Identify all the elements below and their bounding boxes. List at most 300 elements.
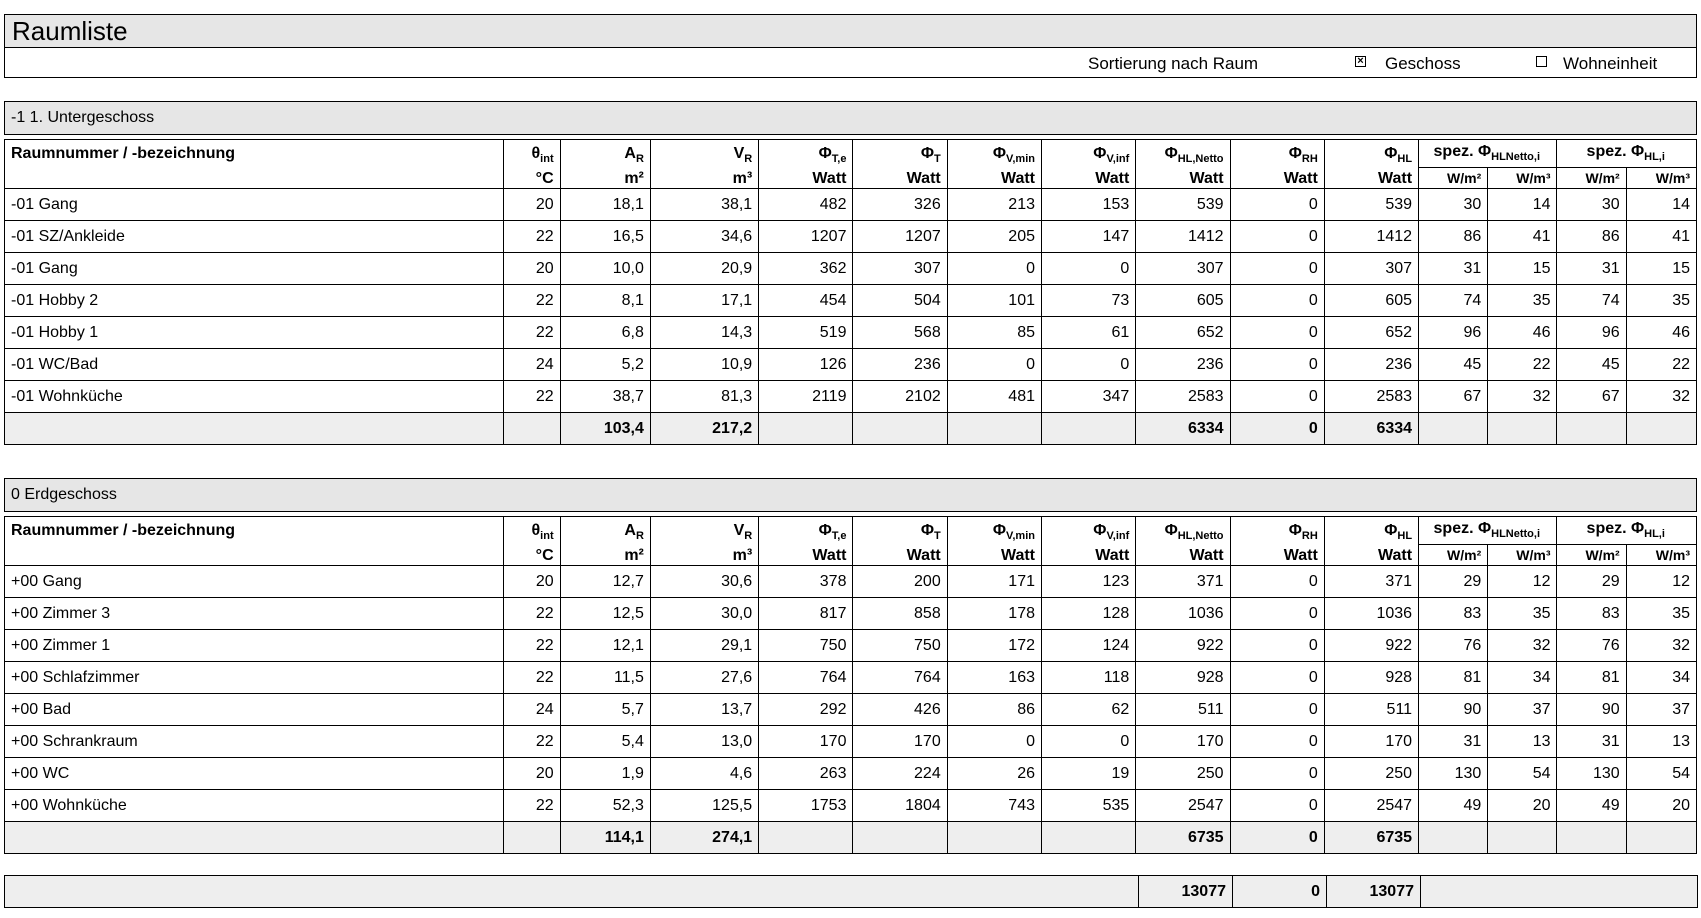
cell: 347 [1042, 381, 1136, 413]
cell: 2119 [759, 381, 853, 413]
cell: 263 [759, 758, 853, 790]
cell: 1804 [853, 790, 947, 822]
cell: 0 [1230, 381, 1324, 413]
grand-total-row [5, 876, 1698, 908]
cell: 178 [947, 598, 1041, 630]
cell: 34 [1626, 662, 1696, 694]
cell: 118 [1042, 662, 1136, 694]
col-header-phi-vinf: $\Phi_{V,inf}$ Watt [1042, 140, 1136, 189]
cell: 46 [1626, 317, 1696, 349]
room-name: +00 Zimmer 1 [5, 630, 504, 662]
cell: 74 [1419, 285, 1488, 317]
cell: 81,3 [650, 381, 758, 413]
room-name: +00 Wohnküche [5, 790, 504, 822]
cell: 22 [504, 285, 560, 317]
cell: 38,1 [650, 189, 758, 221]
sum-blank [759, 822, 853, 854]
cell: 482 [759, 189, 853, 221]
cell: 12 [1488, 566, 1557, 598]
sum-volume: 217,2 [650, 413, 758, 445]
col-header-volume: $V_R$ m³ [650, 517, 758, 566]
cell: 519 [759, 317, 853, 349]
total-rh: 0 [1233, 876, 1327, 908]
checkbox-wohneinheit[interactable] [1536, 56, 1547, 67]
room-name: -01 Gang [5, 253, 504, 285]
room-name: +00 Zimmer 3 [5, 598, 504, 630]
cell: 307 [1324, 253, 1418, 285]
cell: 481 [947, 381, 1041, 413]
sum-blank [759, 413, 853, 445]
cell: 2102 [853, 381, 947, 413]
cell: 20 [504, 253, 560, 285]
sum-blank [1042, 822, 1136, 854]
table-header-row [5, 140, 1697, 168]
section-sum-row [5, 413, 1697, 445]
cell: 170 [759, 726, 853, 758]
total-blank [1421, 876, 1698, 908]
cell: 2547 [1324, 790, 1418, 822]
sum-blank [504, 413, 560, 445]
unit-wm2: W/m² [1557, 545, 1626, 566]
cell: 0 [1230, 694, 1324, 726]
cell: 38,7 [560, 381, 650, 413]
cell: 22 [504, 630, 560, 662]
cell: 22 [1488, 349, 1557, 381]
sum-blank [1419, 822, 1488, 854]
cell: 18,1 [560, 189, 650, 221]
cell: 1036 [1324, 598, 1418, 630]
sum-area: 103,4 [560, 413, 650, 445]
page-title: Raumliste [4, 14, 1697, 48]
cell: 20,9 [650, 253, 758, 285]
table-row [5, 566, 1697, 598]
cell: 34,6 [650, 221, 758, 253]
cell: 5,2 [560, 349, 650, 381]
cell: 96 [1557, 317, 1626, 349]
cell: 605 [1136, 285, 1230, 317]
total-hl: 13077 [1327, 876, 1421, 908]
room-name: -01 Hobby 2 [5, 285, 504, 317]
col-header-phi-te: $\Phi_{T,e}$ Watt [759, 140, 853, 189]
col-header-spez-hlnetto: spez. $\Phi_{HLNetto,i}$ [1419, 517, 1557, 545]
cell: 0 [1230, 758, 1324, 790]
cell: 170 [1324, 726, 1418, 758]
cell: 32 [1488, 381, 1557, 413]
checkbox-wohneinheit-label: Wohneinheit [1563, 54, 1658, 73]
table-row [5, 221, 1697, 253]
sum-blank [504, 822, 560, 854]
cell: 5,7 [560, 694, 650, 726]
sum-volume: 274,1 [650, 822, 758, 854]
cell: 17,1 [650, 285, 758, 317]
cell: 16,5 [560, 221, 650, 253]
cell: 54 [1488, 758, 1557, 790]
cell: 20 [504, 566, 560, 598]
cell: 35 [1626, 285, 1696, 317]
cell: 250 [1136, 758, 1230, 790]
cell: 46 [1488, 317, 1557, 349]
col-header-phi-t: $\Phi_T$ Watt [853, 517, 947, 566]
cell: 31 [1419, 253, 1488, 285]
cell: 326 [853, 189, 947, 221]
table-header-row [5, 517, 1697, 545]
cell: 205 [947, 221, 1041, 253]
cell: 29 [1419, 566, 1488, 598]
cell: 750 [759, 630, 853, 662]
cell: 1412 [1324, 221, 1418, 253]
sum-rh: 0 [1230, 413, 1324, 445]
cell: 32 [1626, 381, 1696, 413]
col-header-phi-hlnetto: $\Phi_{HL,Netto}$ Watt [1136, 140, 1230, 189]
cell: 12,1 [560, 630, 650, 662]
col-header-area: $A_R$ m² [560, 517, 650, 566]
cell: 0 [1230, 726, 1324, 758]
cell: 86 [947, 694, 1041, 726]
col-header-phi-vmin: $\Phi_{V,min}$ Watt [947, 517, 1041, 566]
section-sum-row [5, 822, 1697, 854]
cell: 123 [1042, 566, 1136, 598]
cell: 15 [1488, 253, 1557, 285]
room-name: +00 Gang [5, 566, 504, 598]
cell: 35 [1626, 598, 1696, 630]
cell: 74 [1557, 285, 1626, 317]
cell: 858 [853, 598, 947, 630]
grand-total-table [4, 875, 1698, 908]
col-header-theta: $\theta_{int}$ °C [504, 140, 560, 189]
cell: 35 [1488, 285, 1557, 317]
cell: 67 [1419, 381, 1488, 413]
cell: 34 [1488, 662, 1557, 694]
cell: 153 [1042, 189, 1136, 221]
total-blank [5, 876, 1139, 908]
cell: 1036 [1136, 598, 1230, 630]
cell: 511 [1324, 694, 1418, 726]
cell: 0 [1230, 253, 1324, 285]
cell: 54 [1626, 758, 1696, 790]
cell: 37 [1626, 694, 1696, 726]
cell: 76 [1557, 630, 1626, 662]
col-header-area: $A_R$ m² [560, 140, 650, 189]
cell: 96 [1419, 317, 1488, 349]
cell: 0 [1230, 285, 1324, 317]
cell: 2583 [1324, 381, 1418, 413]
sum-blank [5, 413, 504, 445]
cell: 35 [1488, 598, 1557, 630]
cell: 172 [947, 630, 1041, 662]
table-row [5, 790, 1697, 822]
cell: 0 [1230, 598, 1324, 630]
sum-blank [1626, 822, 1696, 854]
room-name: -01 Gang [5, 189, 504, 221]
cell: 81 [1557, 662, 1626, 694]
unit-wm3: W/m³ [1626, 168, 1696, 189]
cell: 31 [1557, 726, 1626, 758]
table-row [5, 694, 1697, 726]
table-row [5, 349, 1697, 381]
cell: 30,0 [650, 598, 758, 630]
cell: 13,7 [650, 694, 758, 726]
room-table [4, 139, 1697, 445]
cell: 1207 [853, 221, 947, 253]
cell: 307 [853, 253, 947, 285]
cell: 24 [504, 349, 560, 381]
table-row [5, 630, 1697, 662]
cell: 31 [1557, 253, 1626, 285]
cell: 236 [1324, 349, 1418, 381]
cell: 307 [1136, 253, 1230, 285]
table-row [5, 253, 1697, 285]
cell: 652 [1136, 317, 1230, 349]
cell: 37 [1488, 694, 1557, 726]
total-hlnetto: 13077 [1139, 876, 1233, 908]
cell: 605 [1324, 285, 1418, 317]
cell: 0 [947, 726, 1041, 758]
table-row [5, 189, 1697, 221]
room-name: +00 Bad [5, 694, 504, 726]
cell: 19 [1042, 758, 1136, 790]
col-header-phi-t: $\Phi_T$ Watt [853, 140, 947, 189]
unit-wm2: W/m² [1419, 168, 1488, 189]
table-row [5, 598, 1697, 630]
cell: 764 [759, 662, 853, 694]
sum-blank [947, 413, 1041, 445]
sum-blank [1626, 413, 1696, 445]
cell: 76 [1419, 630, 1488, 662]
cell: 0 [1230, 221, 1324, 253]
cell: 45 [1557, 349, 1626, 381]
cell: 22 [1626, 349, 1696, 381]
cell: 22 [504, 662, 560, 694]
cell: 128 [1042, 598, 1136, 630]
cell: 22 [504, 381, 560, 413]
cell: 170 [853, 726, 947, 758]
sum-blank [1042, 413, 1136, 445]
room-name: +00 Schrankraum [5, 726, 504, 758]
cell: 62 [1042, 694, 1136, 726]
cell: 236 [1136, 349, 1230, 381]
cell: 45 [1419, 349, 1488, 381]
room-name: +00 Schlafzimmer [5, 662, 504, 694]
cell: 1,9 [560, 758, 650, 790]
cell: 125,5 [650, 790, 758, 822]
cell: 73 [1042, 285, 1136, 317]
cell: 22 [504, 221, 560, 253]
unit-wm3: W/m³ [1626, 545, 1696, 566]
cell: 83 [1419, 598, 1488, 630]
cell: 12,5 [560, 598, 650, 630]
sum-blank [853, 413, 947, 445]
cell: 1412 [1136, 221, 1230, 253]
col-header-phi-hl: $\Phi_{HL}$ Watt [1324, 517, 1418, 566]
cell: 15 [1626, 253, 1696, 285]
sum-blank [1419, 413, 1488, 445]
cell: 1753 [759, 790, 853, 822]
unit-wm2: W/m² [1557, 168, 1626, 189]
cell: 30 [1419, 189, 1488, 221]
cell: 922 [1324, 630, 1418, 662]
sum-blank [1488, 822, 1557, 854]
cell: 171 [947, 566, 1041, 598]
room-name: -01 SZ/Ankleide [5, 221, 504, 253]
cell: 8,1 [560, 285, 650, 317]
cell: 4,6 [650, 758, 758, 790]
cell: 22 [504, 790, 560, 822]
cell: 12,7 [560, 566, 650, 598]
cell: 14,3 [650, 317, 758, 349]
table-row [5, 317, 1697, 349]
cell: 14 [1626, 189, 1696, 221]
cell: 13 [1488, 726, 1557, 758]
cell: 568 [853, 317, 947, 349]
cell: 0 [947, 349, 1041, 381]
col-header-phi-rh: $\Phi_{RH}$ Watt [1230, 517, 1324, 566]
cell: 5,4 [560, 726, 650, 758]
checkbox-geschoss[interactable]: × [1355, 56, 1366, 67]
cell: 511 [1136, 694, 1230, 726]
cell: 14 [1488, 189, 1557, 221]
room-name: -01 Hobby 1 [5, 317, 504, 349]
cell: 49 [1557, 790, 1626, 822]
cell: 928 [1324, 662, 1418, 694]
cell: 922 [1136, 630, 1230, 662]
cell: 2583 [1136, 381, 1230, 413]
cell: 11,5 [560, 662, 650, 694]
cell: 90 [1557, 694, 1626, 726]
room-name: +00 WC [5, 758, 504, 790]
cell: 539 [1324, 189, 1418, 221]
cell: 750 [853, 630, 947, 662]
cell: 130 [1557, 758, 1626, 790]
cell: 426 [853, 694, 947, 726]
cell: 101 [947, 285, 1041, 317]
cell: 27,6 [650, 662, 758, 694]
col-header-volume: $V_R$ m³ [650, 140, 758, 189]
sum-rh: 0 [1230, 822, 1324, 854]
cell: 24 [504, 694, 560, 726]
sum-blank [1557, 413, 1626, 445]
cell: 22 [504, 726, 560, 758]
cell: 20 [1488, 790, 1557, 822]
sum-blank [853, 822, 947, 854]
cell: 652 [1324, 317, 1418, 349]
cell: 29 [1557, 566, 1626, 598]
cell: 250 [1324, 758, 1418, 790]
sum-blank [1557, 822, 1626, 854]
table-row [5, 285, 1697, 317]
cell: 0 [1230, 662, 1324, 694]
cell: 20 [1626, 790, 1696, 822]
cell: 41 [1626, 221, 1696, 253]
sum-hl: 6334 [1324, 413, 1418, 445]
cell: 163 [947, 662, 1041, 694]
col-header-spez-hl: spez. $\Phi_{HL,i}$ [1557, 140, 1697, 168]
cell: 41 [1488, 221, 1557, 253]
cell: 928 [1136, 662, 1230, 694]
cell: 224 [853, 758, 947, 790]
unit-wm3: W/m³ [1488, 168, 1557, 189]
cell: 213 [947, 189, 1041, 221]
cell: 32 [1488, 630, 1557, 662]
cell: 61 [1042, 317, 1136, 349]
sum-hlnetto: 6735 [1136, 822, 1230, 854]
col-header-spez-hl: spez. $\Phi_{HL,i}$ [1557, 517, 1697, 545]
sum-blank [5, 822, 504, 854]
cell: 12 [1626, 566, 1696, 598]
cell: 32 [1626, 630, 1696, 662]
cell: 83 [1557, 598, 1626, 630]
cell: 30 [1557, 189, 1626, 221]
table-row [5, 662, 1697, 694]
cell: 0 [1230, 349, 1324, 381]
sum-hlnetto: 6334 [1136, 413, 1230, 445]
cell: 200 [853, 566, 947, 598]
cell: 90 [1419, 694, 1488, 726]
col-header-phi-te: $\Phi_{T,e}$ Watt [759, 517, 853, 566]
cell: 20 [504, 758, 560, 790]
cell: 26 [947, 758, 1041, 790]
room-table [4, 516, 1697, 854]
unit-wm3: W/m³ [1488, 545, 1557, 566]
cell: 20 [504, 189, 560, 221]
cell: 52,3 [560, 790, 650, 822]
cell: 67 [1557, 381, 1626, 413]
sum-blank [947, 822, 1041, 854]
col-header-name: Raumnummer / -bezeichnung [5, 517, 504, 566]
cell: 22 [504, 598, 560, 630]
col-header-phi-hlnetto: $\Phi_{HL,Netto}$ Watt [1136, 517, 1230, 566]
cell: 371 [1324, 566, 1418, 598]
sort-options-bar [4, 47, 1697, 78]
cell: 371 [1136, 566, 1230, 598]
cell: 0 [1042, 349, 1136, 381]
col-header-phi-vinf: $\Phi_{V,inf}$ Watt [1042, 517, 1136, 566]
cell: 13,0 [650, 726, 758, 758]
cell: 0 [1042, 726, 1136, 758]
cell: 743 [947, 790, 1041, 822]
cell: 817 [759, 598, 853, 630]
cell: 85 [947, 317, 1041, 349]
col-header-phi-rh: $\Phi_{RH}$ Watt [1230, 140, 1324, 189]
table-row [5, 381, 1697, 413]
unit-wm2: W/m² [1419, 545, 1488, 566]
cell: 10,9 [650, 349, 758, 381]
cell: 170 [1136, 726, 1230, 758]
cell: 1207 [759, 221, 853, 253]
col-header-phi-vmin: $\Phi_{V,min}$ Watt [947, 140, 1041, 189]
cell: 0 [947, 253, 1041, 285]
cell: 236 [853, 349, 947, 381]
sum-blank [1488, 413, 1557, 445]
cell: 147 [1042, 221, 1136, 253]
table-row [5, 758, 1697, 790]
col-header-theta: $\theta_{int}$ °C [504, 517, 560, 566]
cell: 10,0 [560, 253, 650, 285]
cell: 30,6 [650, 566, 758, 598]
cell: 0 [1230, 566, 1324, 598]
cell: 535 [1042, 790, 1136, 822]
cell: 0 [1230, 189, 1324, 221]
col-header-phi-hl: $\Phi_{HL}$ Watt [1324, 140, 1418, 189]
cell: 22 [504, 317, 560, 349]
room-name: -01 Wohnküche [5, 381, 504, 413]
cell: 86 [1419, 221, 1488, 253]
cell: 292 [759, 694, 853, 726]
cell: 86 [1557, 221, 1626, 253]
cell: 539 [1136, 189, 1230, 221]
room-name: -01 WC/Bad [5, 349, 504, 381]
cell: 0 [1230, 630, 1324, 662]
table-row [5, 726, 1697, 758]
